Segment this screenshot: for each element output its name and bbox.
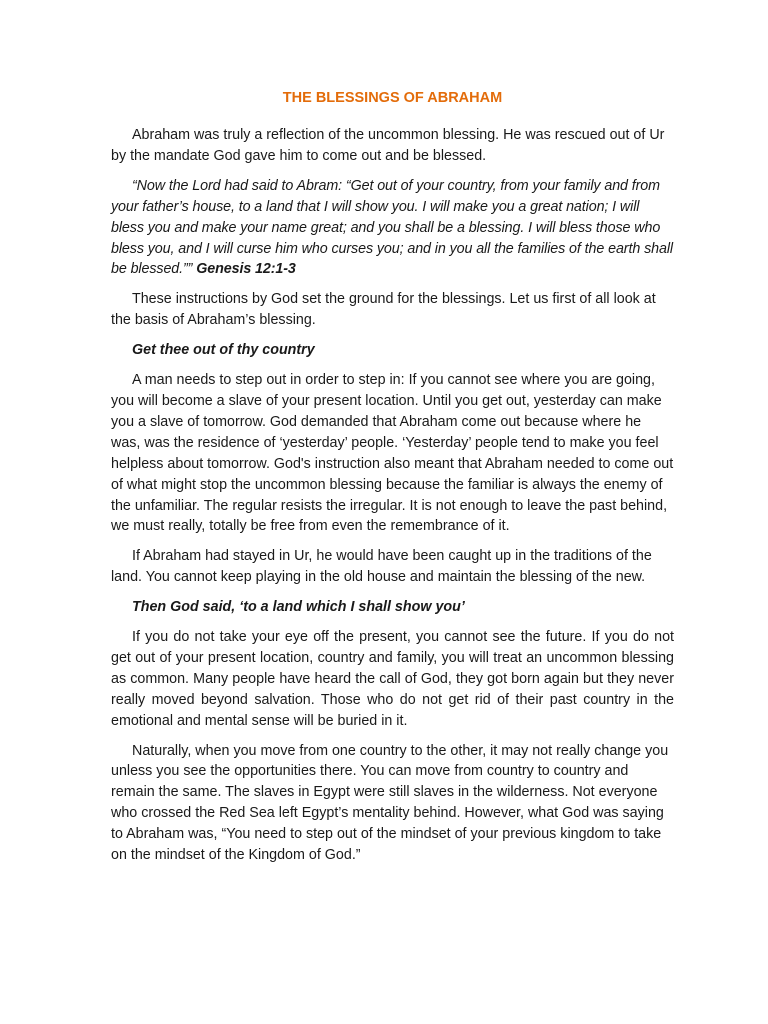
- paragraph-instructions: These instructions by God set the ground for the blessings. Let us first of all look at the basis of Abraham’s blessing.: [111, 291, 656, 329]
- scripture-quote-text: “Now the Lord had said to Abram: “Get out of your country, from your family and from your father’s house, to a land that I will show you. I will make you a great nation; I will bless you and make your name great; and you shall be a blessing. I will bless those who bless you, and I will curse him who curses you; and in you all the families of the earth shall be blessed.””: [111, 177, 673, 278]
- paragraph-ur: If Abraham had stayed in Ur, he would have been caught up in the traditions of the land. You cannot keep playing in the old house and maintain the blessing of the new.: [111, 548, 652, 586]
- subheading-land: Then God said, ‘to a land which I shall show you’: [132, 599, 465, 616]
- scripture-reference: Genesis 12:1-3: [196, 261, 296, 278]
- paragraph-present: If you do not take your eye off the present, you cannot see the future. If you do not get out of your present location, country and family, you will treat an uncommon blessing as common. Many people have heard the call of God, they got born again but they never really moved beyond salvation. Those who do not get rid of their past country in the emotional and mental sense will be buried in it.: [111, 629, 674, 729]
- document-page: [111, 88, 674, 875]
- paragraph-intro: Abraham was truly a reflection of the uncommon blessing. He was rescued out of Ur by the mandate God gave him to come out and be blessed.: [111, 127, 665, 164]
- paragraph-country: Naturally, when you move from one country to the other, it may not really change you unless you see the opportunities there. You can move from country to country and remain the same. The slaves in Egypt were still slaves in the wilderness. Not everyone who crossed the Red Sea left Egypt’s mentality behind. However, what God was saying to Abraham was, “You need to step out of the mindset of your previous kingdom to take on the mindset of the Kingdom of God.”: [111, 742, 669, 864]
- subheading-get-out: Get thee out of thy country: [132, 342, 315, 359]
- paragraph-step-out: A man needs to step out in order to step in: If you cannot see where you are going, you will become a slave of your present location. Until you get out, yesterday can make you a slave of tomorrow. God demanded that Abraham come out because where he was, was the residence of ‘yesterday’ people. ‘Yesterday’ people tend to make you feel helpless about tomorrow. God's instruction also meant that Abraham needed to come out of what might stop the uncommon blessing because the familiar is always the enemy of the unfamiliar. The regular resists the irregular. It is not enough to leave the past behind, we must really, totally be free from even the remembrance of it.: [111, 372, 674, 535]
- document-title: THE BLESSINGS OF ABRAHAM: [282, 90, 503, 106]
- scripture-quote: [111, 176, 674, 281]
